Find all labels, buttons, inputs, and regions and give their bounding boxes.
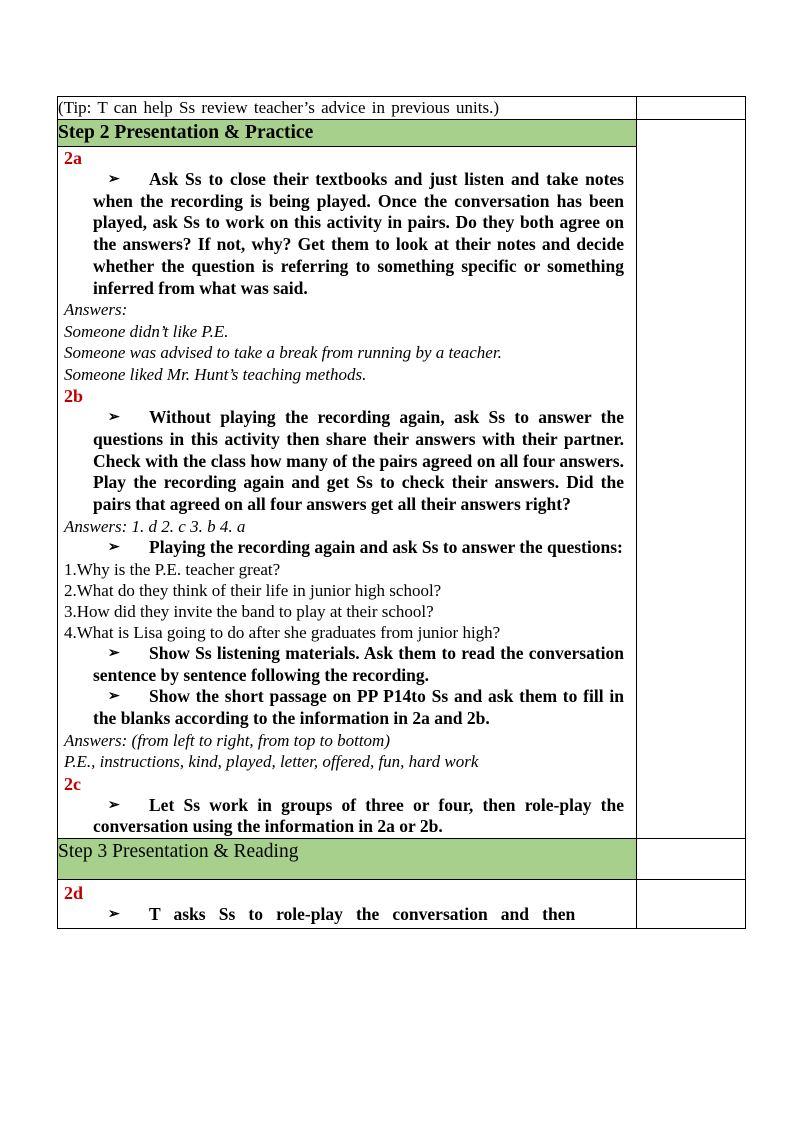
bullet-text: Show Ss listening materials. Ask them to read the conversation sentence by sentence following the recording. [93,642,624,685]
answers-line: Answers: 1. d 2. c 3. b 4. a [64,516,246,536]
arrow-bullet-icon: ➢ [108,540,120,556]
lesson-plan-table [57,96,746,929]
side-cell [637,839,746,880]
question-line: 1.Why is the P.E. teacher great? [64,559,281,579]
bullet-item [58,407,636,516]
side-cell [637,97,746,120]
answer-line: Someone was advised to take a break from running by a teacher. [64,343,502,363]
bullet-item [58,169,636,299]
answer-line: Someone liked Mr. Hunt’s teaching methods. [64,364,367,384]
bullet-text: Let Ss work in groups of three or four, then role-play the conversation using the information in 2a or 2b. [93,794,624,837]
step2-body [58,147,637,839]
section-tag-2c: 2c [64,773,81,794]
arrow-bullet-icon: ➢ [108,410,120,426]
question-line: 3.How did they invite the band to play at their school? [64,601,434,621]
step3-header-row [58,839,746,880]
arrow-bullet-icon: ➢ [108,172,120,187]
bullet-text: Show the short passage on PP P14to Ss and ask them to fill in the blanks according to the information in 2a and 2b. [93,686,624,729]
bullet-text: Without playing the recording again, ask Ss to answer the questions in this activity then share their answers with their partner. Check with the class how many of the pairs agreed on all four answers. Play the recording again and get Ss to check their answers. Did the pairs that agreed on all four answers get all their answers right? [93,407,624,515]
side-cell [637,120,746,839]
bullet-item [58,686,636,729]
section-tag-2b: 2b [64,386,84,407]
bullet-item [58,795,636,838]
section-tag-2d: 2d [64,883,84,904]
answer-line: Someone didn’t like P.E. [64,321,229,341]
arrow-bullet-icon: ➢ [108,907,120,923]
section-tag-2a: 2a [64,148,82,168]
side-cell [637,880,746,929]
bullet-item [58,537,636,559]
bullet-text: T asks Ss to role-play the conversation and then [149,904,576,925]
step2-title: Step 2 Presentation & Practice [58,120,637,147]
answers-label: Answers: (from left to right, from top to bottom) [64,730,390,750]
answer-words: P.E., instructions, kind, played, letter, offered, fun, hard work [64,752,479,772]
bullet-item [58,643,636,686]
tip-row [58,97,746,120]
bullet-text: Playing the recording again and ask Ss to answer the questions: [149,537,623,558]
arrow-bullet-icon: ➢ [108,689,120,705]
step2-header-row [58,120,746,147]
question-line: 2.What do they think of their life in junior high school? [64,580,442,600]
answers-label: Answers: [64,300,128,320]
step3-title: Step 3 Presentation & Reading [58,839,637,880]
step3-body-row [58,880,746,929]
arrow-bullet-icon: ➢ [108,797,120,813]
bullet-item [58,904,636,926]
step3-body [58,880,637,929]
question-line: 4.What is Lisa going to do after she graduates from junior high? [64,622,501,642]
tip-text: (Tip: T can help Ss review teacher’s advice in previous units.) [58,97,637,120]
bullet-text: Ask Ss to close their textbooks and just listen and take notes when the recording is being played. Once the conversation has been played, ask Ss to work on this activity in pairs. Do they both agree on the answers? If not, why? Get them to look at their notes and decide whether the question is referring to something specific or something inferred from what was said. [93,169,624,298]
arrow-bullet-icon: ➢ [108,645,120,661]
